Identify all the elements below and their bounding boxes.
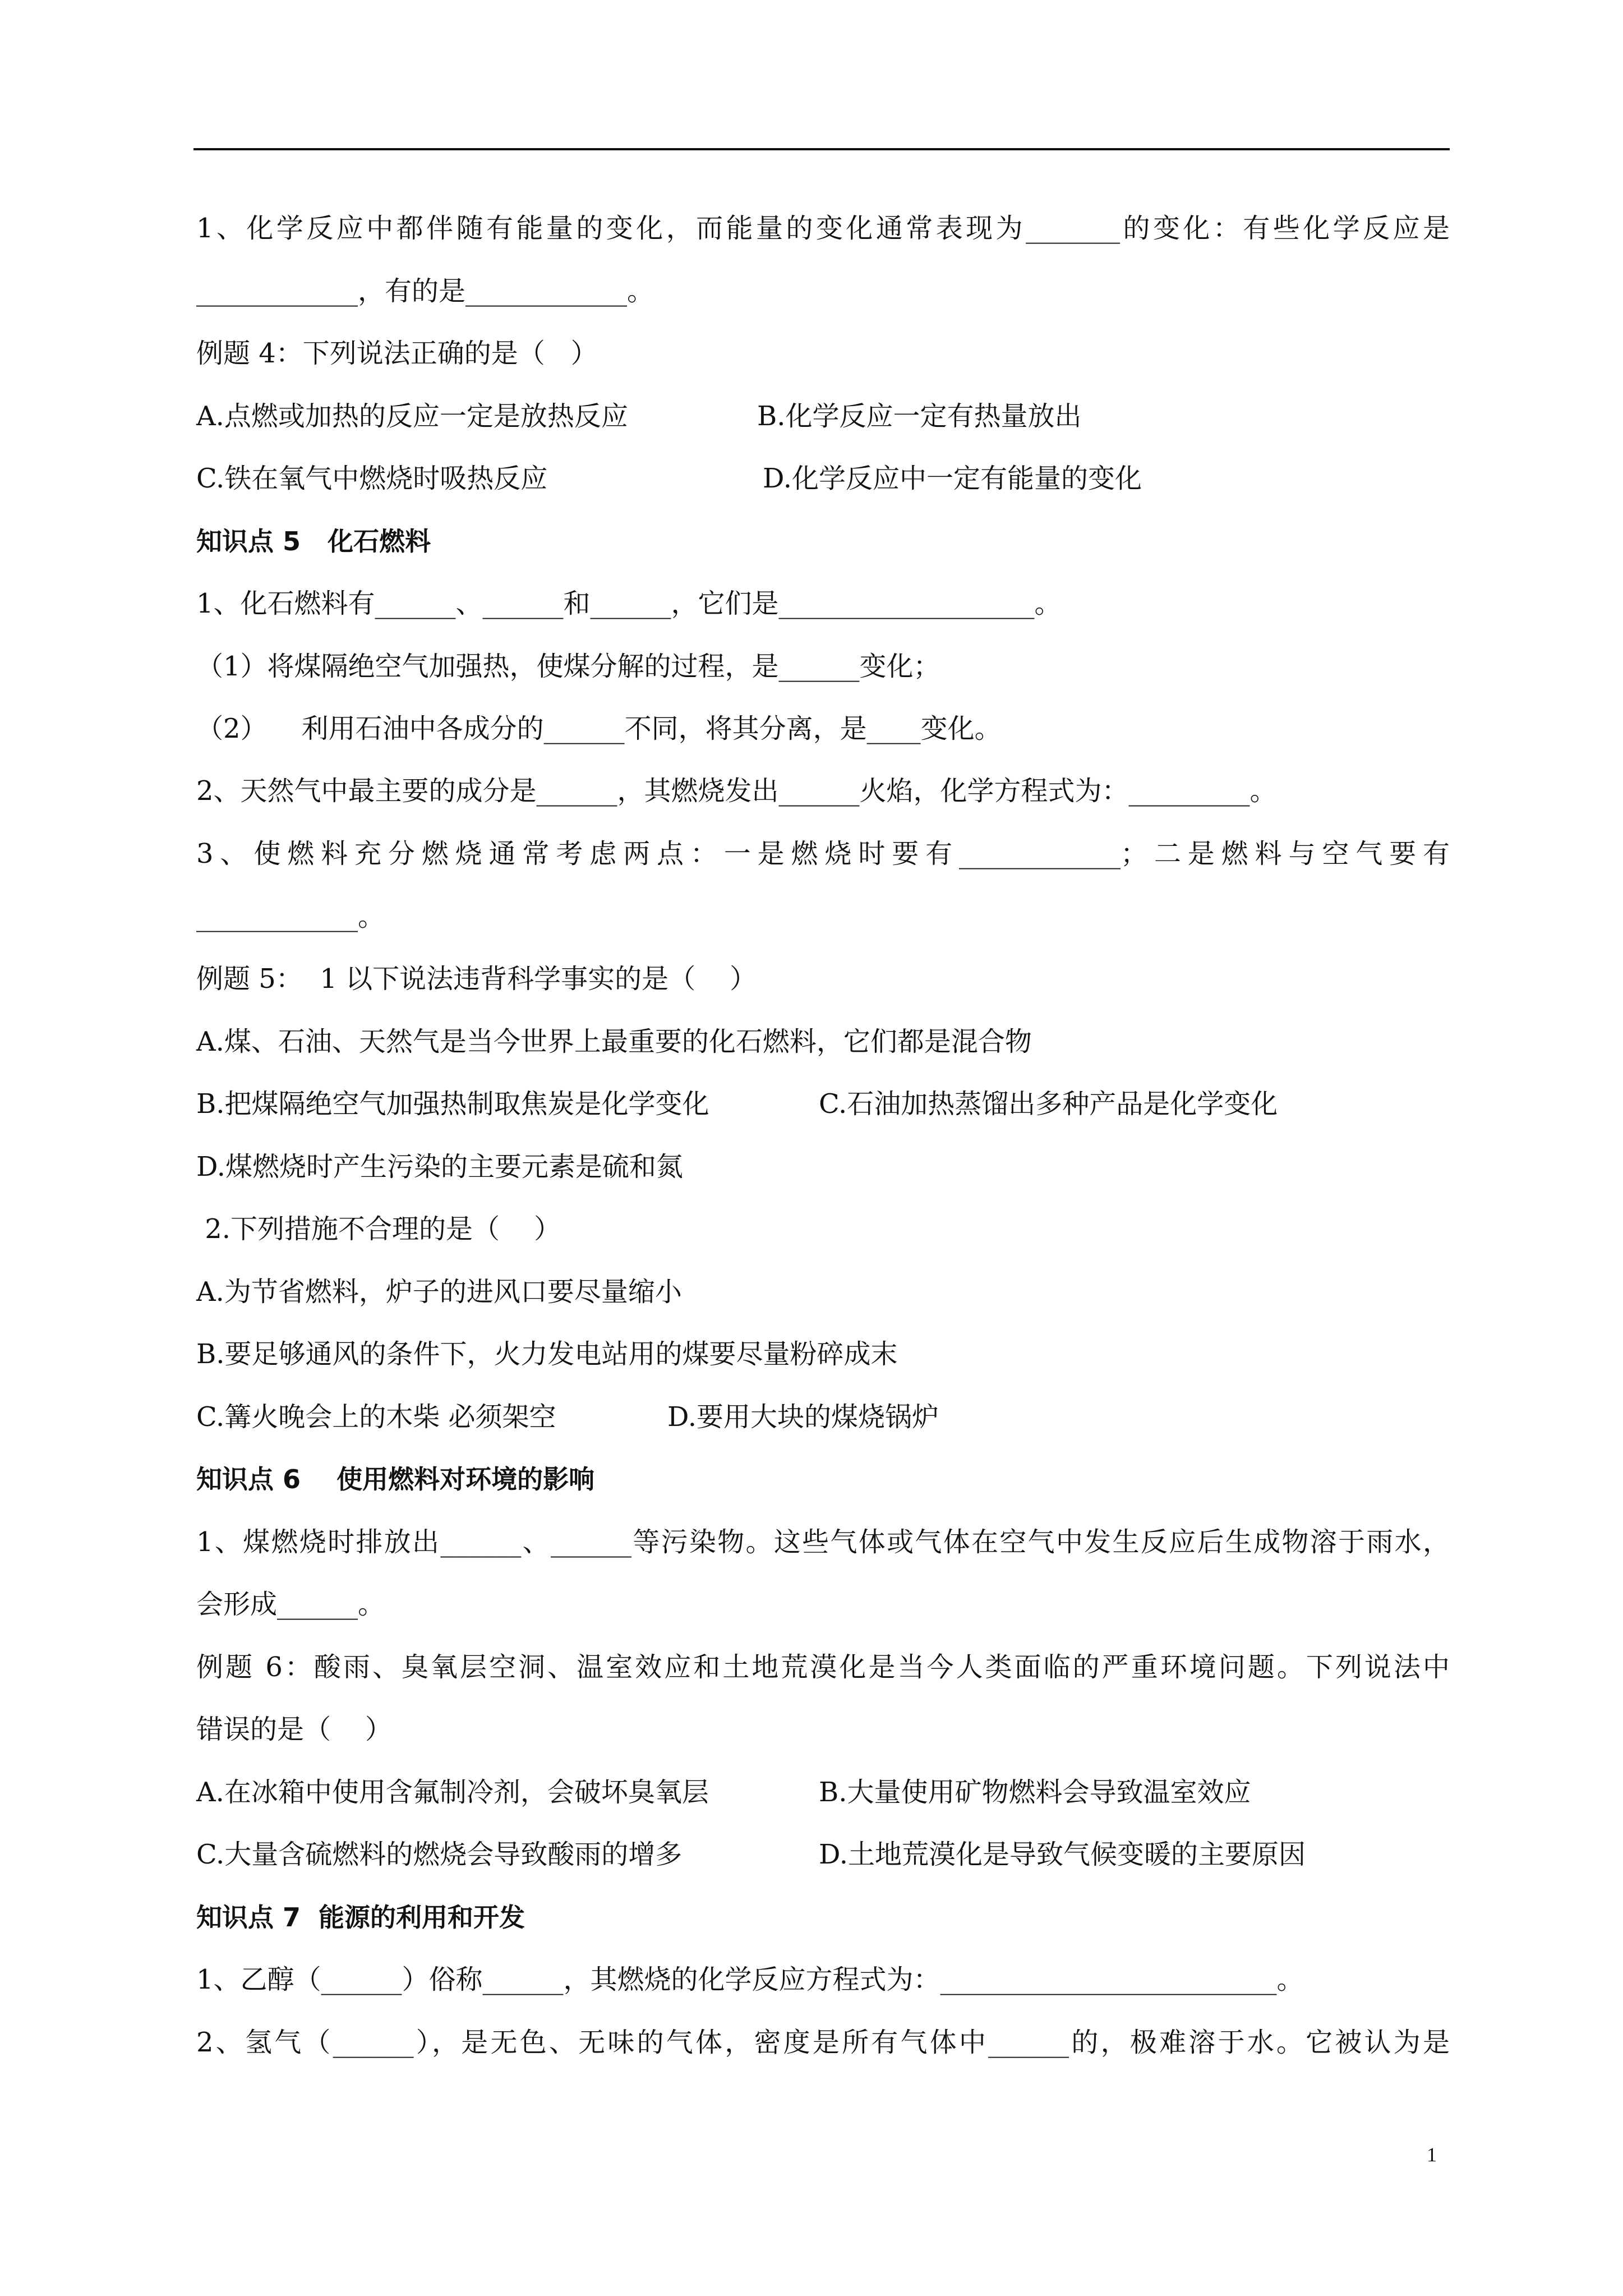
- text-line: （1）将煤隔绝空气加强热，使煤分解的过程，是______变化；: [196, 651, 940, 682]
- option-b: B.把煤隔绝空气加强热制取焦炭是化学变化: [196, 1088, 709, 1120]
- text-line: （2） 利用石油中各成分的______不同，将其分离，是____变化。: [196, 713, 1002, 744]
- option-a: A.在冰箱中使用含氟制冷剂，会破坏臭氧层: [196, 1777, 709, 1808]
- option-row: [196, 1775, 1450, 1809]
- question-line: 2.下列措施不合理的是（ ）: [196, 1213, 561, 1245]
- text-line: 错误的是（ ）: [196, 1714, 393, 1745]
- option-row: [196, 1838, 1450, 1871]
- text-line: 会形成______。: [196, 1589, 385, 1620]
- option-b: B.大量使用矿物燃料会导致温室效应: [819, 1777, 1251, 1808]
- section-heading: 知识点 6 使用燃料对环境的影响: [196, 1464, 595, 1494]
- option-a: A.煤、石油、天然气是当今世界上最重要的化石燃料，它们都是混合物: [196, 1026, 1032, 1057]
- option-c: C.石油加热蒸馏出多种产品是化学变化: [819, 1088, 1278, 1120]
- option-d: D.要用大块的煤烧锅炉: [667, 1401, 939, 1433]
- option-row: [196, 462, 1450, 495]
- text-line: 1、化学反应中都伴随有能量的变化，而能量的变化通常表现为_______的变化：有些化学反应是: [196, 213, 1450, 244]
- option-row: [196, 399, 1450, 433]
- text-line: 1、化石燃料有______、______和______，它们是___________________。: [196, 588, 1062, 619]
- example-heading: 例题 6：酸雨、臭氧层空洞、温室效应和土地荒漠化是当今人类面临的严重环境问题。下列说法中: [196, 1651, 1450, 1683]
- example-heading: 例题 5： 1 以下说法违背科学事实的是（ ）: [196, 963, 757, 995]
- example-heading: 例题 4：下列说法正确的是（ ）: [196, 338, 598, 369]
- section-heading: 知识点 5 化石燃料: [196, 526, 431, 556]
- option-d: D.化学反应中一定有能量的变化: [763, 463, 1142, 494]
- page-number: 1: [1427, 2143, 1437, 2166]
- option-a: A.为节省燃料，炉子的进风口要尽量缩小: [196, 1276, 682, 1308]
- header-rule: [193, 148, 1450, 150]
- option-row: [196, 1400, 1450, 1434]
- text-line: ____________，有的是____________。: [196, 275, 654, 307]
- text-line: 1、煤燃烧时排放出______、______等污染物。这些气体或气体在空气中发生反应后生成物溶于雨水，: [196, 1526, 1450, 1558]
- option-c: C.大量含硫燃料的燃烧会导致酸雨的增多: [196, 1839, 683, 1870]
- section-heading: 知识点 7 能源的利用和开发: [196, 1902, 525, 1932]
- text-line: 2、氢气（______），是无色、无味的气体，密度是所有气体中______的，极难溶于水。它被认为是: [196, 2027, 1450, 2058]
- text-line: ____________。: [196, 901, 385, 932]
- text-line: 1、乙醇（______）俗称______，其燃烧的化学反应方程式为：_________________________。: [196, 1964, 1304, 1995]
- text-line: 3、使燃料充分燃烧通常考虑两点：一是燃烧时要有____________；二是燃料与空气要有: [196, 838, 1450, 869]
- option-c: C.铁在氧气中燃烧时吸热反应: [196, 463, 548, 494]
- option-b: B.化学反应一定有热量放出: [757, 401, 1082, 432]
- option-d: D.煤燃烧时产生污染的主要元素是硫和氮: [196, 1151, 684, 1182]
- option-b: B.要足够通风的条件下，火力发电站用的煤要尽量粉碎成末: [196, 1338, 898, 1370]
- option-c: C.篝火晚会上的木柴 必须架空: [196, 1401, 556, 1433]
- option-a: A.点燃或加热的反应一定是放热反应: [196, 401, 628, 432]
- text-line: 2、天然气中最主要的成分是______，其燃烧发出______火焰，化学方程式为：_________。: [196, 775, 1277, 807]
- option-d: D.土地荒漠化是导致气候变暖的主要原因: [819, 1839, 1306, 1870]
- option-row: [196, 1087, 1450, 1121]
